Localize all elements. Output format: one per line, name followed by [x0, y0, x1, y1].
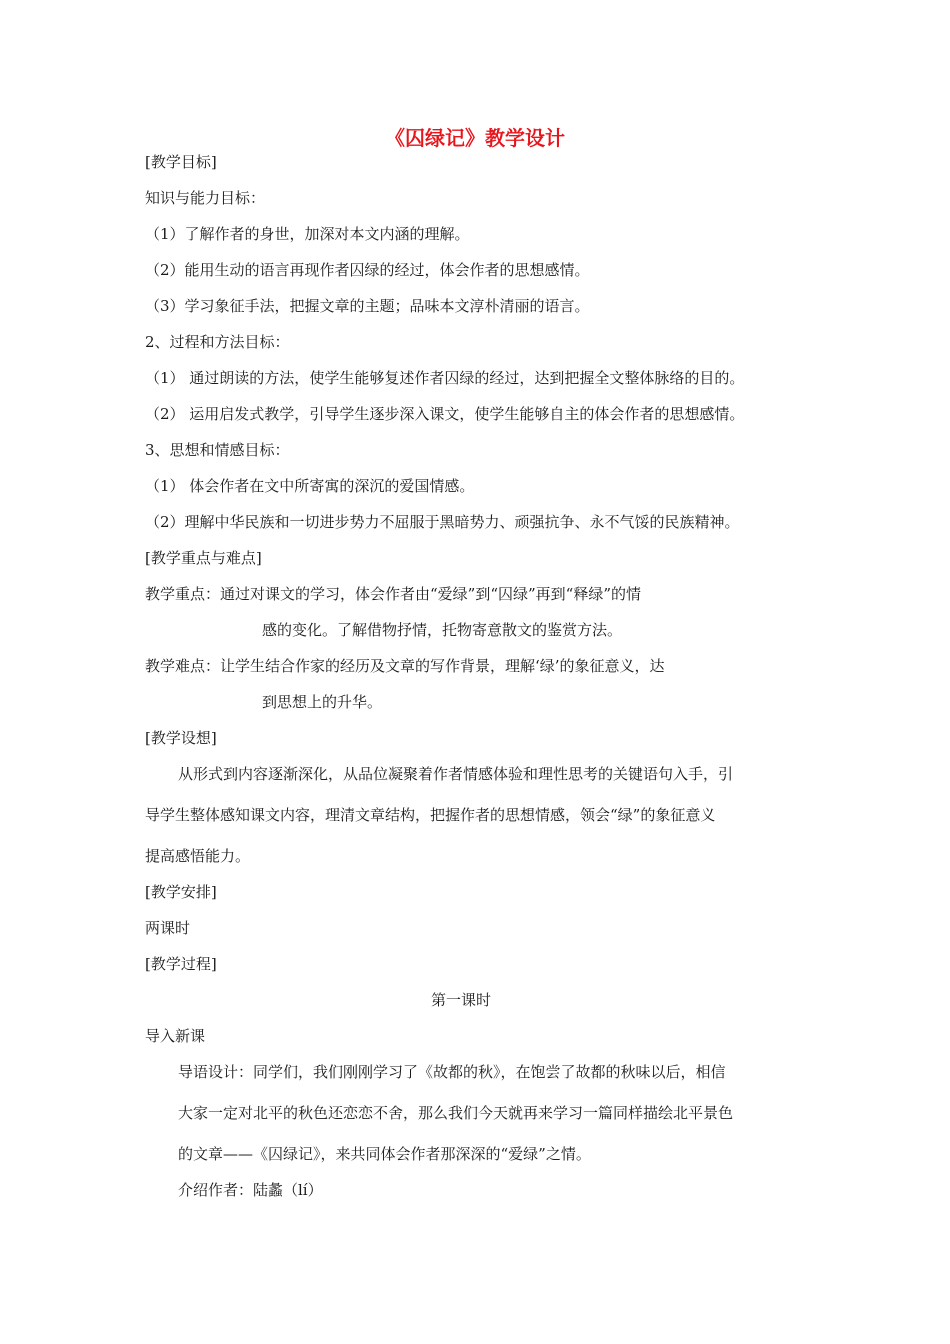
section-heading-idea: [教学设想]: [145, 729, 217, 747]
intro-heading: 导入新课: [145, 1027, 206, 1045]
section-heading-arrangement: [教学安排]: [145, 883, 217, 901]
author-intro: 介绍作者：陆蠡（lí）: [178, 1181, 323, 1199]
emotion-item-2: （2）理解中华民族和一切进步势力不屈服于黑暗势力、顽强抗争、永不气馁的民族精神。: [145, 513, 740, 531]
arrangement-text: 两课时: [145, 919, 191, 937]
section-heading-goals: [教学目标]: [145, 153, 217, 171]
section-heading-focus: [教学重点与难点]: [145, 549, 262, 567]
lesson-heading: 第一课时: [430, 991, 491, 1009]
section-heading-process: [教学过程]: [145, 955, 217, 973]
knowledge-item-1: （1）了解作者的身世，加深对本文内涵的理解。: [145, 225, 470, 243]
process-heading: 2、过程和方法目标：: [145, 333, 290, 351]
idea-line-2: 导学生整体感知课文内容，理清文章结构，把握作者的思想情感，领会“绿”的象征意义: [145, 806, 716, 824]
process-item-2: （2） 运用启发式教学，引导学生逐步深入课文，使学生能够自主的体会作者的思想感情。: [145, 405, 745, 423]
emotion-heading: 3、思想和情感目标：: [145, 441, 290, 459]
lead-line-2: 大家一定对北平的秋色还恋恋不舍，那么我们今天就再来学习一篇同样描绘北平景色: [178, 1104, 734, 1122]
idea-line-3: 提高感悟能力。: [145, 847, 251, 865]
document-title: 《囚绿记》教学设计: [385, 126, 565, 150]
difficulty-line-1: 教学难点：让学生结合作家的经历及文章的写作背景，理解‘绿’的象征意义，达: [145, 657, 665, 675]
difficulty-line-2: 到思想上的升华。: [262, 693, 383, 711]
knowledge-item-3: （3）学习象征手法，把握文章的主题；品味本文淳朴清丽的语言。: [145, 297, 590, 315]
focus-line-2: 感的变化。了解借物抒情，托物寄意散文的鉴赏方法。: [262, 621, 623, 639]
focus-line-1: 教学重点：通过对课文的学习，体会作者由“爱绿”到“囚绿”再到“释绿”的情: [145, 585, 642, 603]
emotion-item-1: （1） 体会作者在文中所寄寓的深沉的爱国情感。: [145, 477, 475, 495]
lead-line-1: 导语设计：同学们，我们刚刚学习了《故都的秋》，在饱尝了故都的秋味以后，相信: [178, 1063, 726, 1081]
knowledge-item-2: （2）能用生动的语言再现作者囚绿的经过，体会作者的思想感情。: [145, 261, 590, 279]
knowledge-heading: 知识与能力目标：: [145, 189, 266, 207]
process-item-1: （1） 通过朗读的方法，使学生能够复述作者囚绿的经过，达到把握全文整体脉络的目的。: [145, 369, 745, 387]
lead-line-3: 的文章——《囚绿记》，来共同体会作者那深深的“爱绿”之情。: [178, 1145, 591, 1163]
idea-line-1: 从形式到内容逐渐深化，从品位凝聚着作者情感体验和理性思考的关键语句入手，引: [178, 765, 734, 783]
